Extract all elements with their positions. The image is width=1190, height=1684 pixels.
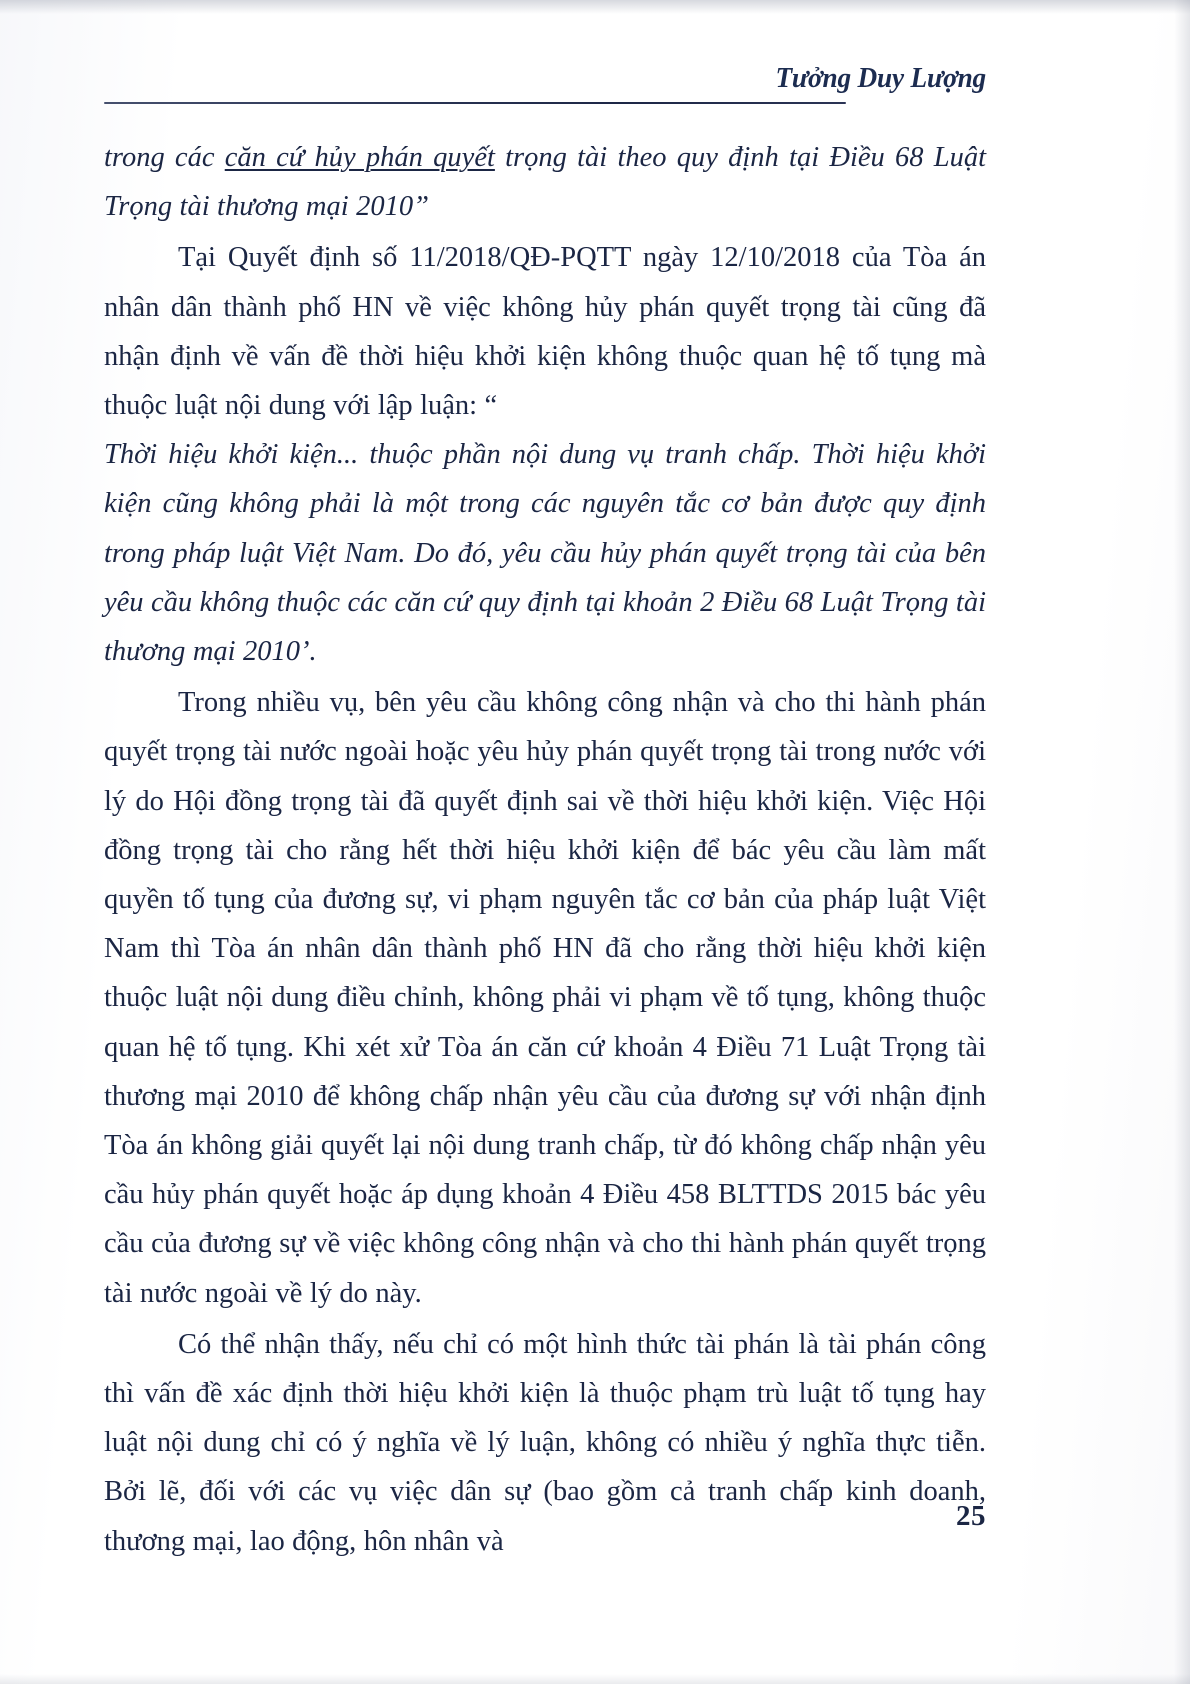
running-head <box>104 62 986 118</box>
running-head-author: Tưởng Duy Lượng <box>775 62 986 94</box>
paragraph-observation: Có thể nhận thấy, nếu chỉ có một hình thức tài phán là tài phán công thì vấn đề xác định thời hiệu khởi kiện là thuộc phạm trù luật tố tụng hay luật nội dung chỉ có ý nghĩa về lý luận, không có nhiều ý nghĩa thực tiễn. Bởi lẽ, đối với các vụ việc dân sự (bao gồm cả tranh chấp kinh doanh, thương mại, lao động, hôn nhân và <box>104 1328 986 1557</box>
body-text <box>104 133 986 1566</box>
paragraph-segment-plain-1: trong các <box>104 142 225 173</box>
paragraph-decision-reference: Tại Quyết định số 11/2018/QĐ-PQTT ngày 12/10/2018 của Tòa án nhân dân thành phố HN về việc không hủy phán quyết trọng tài cũng đã nhận định về vấn đề thời hiệu khởi kiện không thuộc quan hệ tố tụng mà thuộc luật nội dung với lập luận: “ <box>104 242 986 422</box>
page-content <box>104 0 986 1684</box>
paragraph-quoted-ruling: Thời hiệu khởi kiện... thuộc phần nội dung vụ tranh chấp. Thời hiệu khởi kiện cũng không phải là một trong các nguyên tắc cơ bản được quy định trong pháp luật Việt Nam. Do đó, yêu cầu hủy phán quyết trọng tài của bên yêu cầu không thuộc các căn cứ quy định tại khoản 2 Điều 68 Luật Trọng tài thương mại 2010’. <box>104 439 986 668</box>
paragraph-segment-plain-2: trọng tài theo quy định tại Điều 68 Luật Trọng tài thương mại 2010” <box>104 142 986 223</box>
page-number: 25 <box>956 1500 986 1532</box>
paragraph-segment-underlined: căn cứ hủy phán quyết <box>224 142 495 173</box>
running-head-rule <box>104 102 846 104</box>
paragraph-continuation <box>104 133 986 231</box>
paragraph-many-cases: Trong nhiều vụ, bên yêu cầu không công nhận và cho thi hành phán quyết trọng tài nước ngoài hoặc yêu hủy phán quyết trọng tài trong nước với lý do Hội đồng trọng tài đã quyết định sai về thời hiệu khởi kiện. Việc Hội đồng trọng tài cho rằng hết thời hiệu khởi kiện để bác yêu cầu làm mất quyền tố tụng của đương sự, vi phạm nguyên tắc cơ bản của pháp luật Việt Nam thì Tòa án nhân dân thành phố HN đã cho rằng thời hiệu khởi kiện thuộc luật nội dung điều chỉnh, không phải vi phạm về tố tụng, không thuộc quan hệ tố tụng. Khi xét xử Tòa án căn cứ khoản 4 Điều 71 Luật Trọng tài thương mại 2010 để không chấp nhận yêu cầu của đương sự với nhận định Tòa án không giải quyết lại nội dung tranh chấp, từ đó không chấp nhận yêu cầu hủy phán quyết hoặc áp dụng khoản 4 Điều 458 BLTTDS 2015 bác yêu cầu của đương sự về việc không công nhận và cho thi hành phán quyết trọng tài nước ngoài về lý do này. <box>104 687 986 1309</box>
